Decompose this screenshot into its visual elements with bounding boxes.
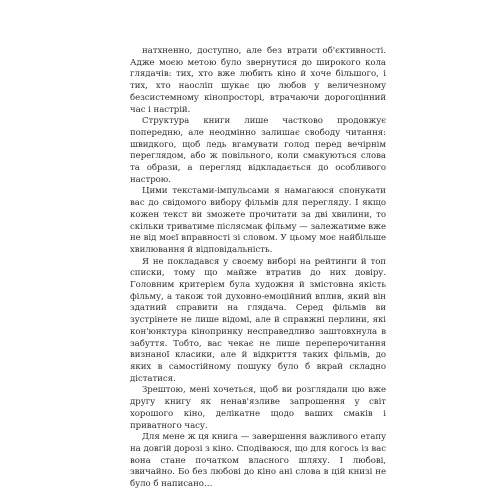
paragraph-2: Структура книги лише частково продовжує попередню, але неодмінно залишає свободу читання: швидкого, щоб ледь вгамувати голод перед вечірнім переглядом, або ж повільного, коли смакуються слова та образи, а перегляд відкладається до особливого настрою.	[130, 116, 386, 185]
paragraph-6: Для мене ж ця книга — завершення важливого етапу на довгій дорозі з кіно. Сподіваюся, що для когось із вас вона стане початком власного шляху. І любові, звичайно. Бо без любові до кіно ані слова в цій книзі не було б написано…	[130, 432, 386, 490]
paragraph-5: Зрештою, мені хочеться, щоб ви розглядали цю вже другу книгу як ненав'язливе запрошення у світ хорошого кіно, делікатне щодо ваших смаків і приватного часу.	[130, 385, 386, 431]
paragraph-1: натхненно, доступно, але без втрати об'єктивності. Адже моєю метою було звернутися до широкого кола глядачів: тих, хто вже любить кіно й хоче більшого, і тих, хто наосліп шукає цю любов у величезному безсистемному кінопросторі, втрачаючи дорогоцінний час і настрій.	[130, 46, 386, 115]
page-text	[130, 46, 386, 491]
paragraph-3: Цими текстами-імпульсами я намагаюся спонукати вас до свідомого вибору фільмів для перегляду. І якщо кожен текст ви зможете прочитати за дві хвилини, то скільки триватиме післясмак фільму — залежатиме вже не від моєї вправності зі словом. У цьому моє найбільше хвилювання й відповідальність.	[130, 186, 386, 255]
paragraph-4: Я не покладався у своєму виборі на рейтинги й топ списки, тому що майже втратив до них довіру. Головним критерієм була художня й змістовна якість фільму, а також той духовно-емоційний вплив, який він здатний справити на глядача. Серед фільмів ви зустрінете не лише відомі, але й справжні перлини, які кон'юнктура кінопринку несправедливо заштовхнула в забуття. Тобто, вас чекає не лише переперочитання визнаної класики, але й відкриття таких фільмів, до яких в самостійному пошуку було б вкрай складно дістатися.	[130, 256, 386, 384]
